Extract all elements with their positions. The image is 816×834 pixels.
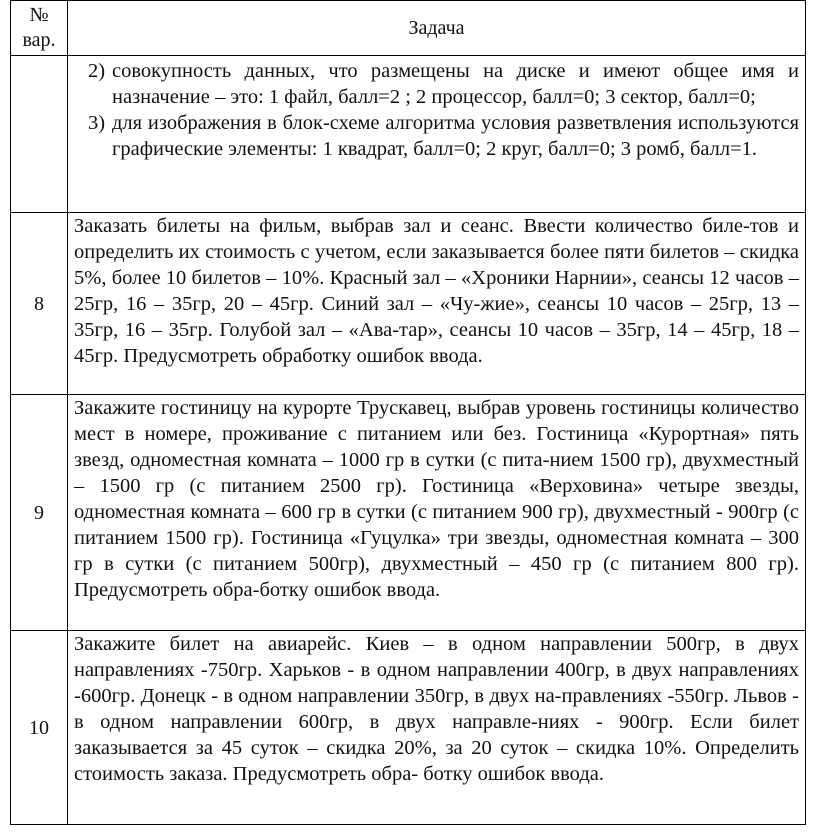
column-header-task: Задача	[68, 1, 806, 56]
table-row	[11, 631, 806, 825]
list-marker: 3)	[88, 112, 106, 134]
list-item	[74, 110, 799, 162]
list-item-text: совокупность данных, что размещены на диске и имеют общее имя и назначение – это: 1 файл, балл=2 ; 2 процессор, балл=0; 3 сектор, балл=0;	[112, 60, 799, 108]
table-row	[11, 56, 806, 213]
task-text: Заказать билеты на фильм, выбрав зал и сеанс. Ввести количество биле-тов и определить их стоимость с учетом, если заказывается более пяти билетов – скидка 5%, более 10 билетов – 10%. Красный зал – «Хроники Нарнии», сеансы 12 часов – 25гр, 16 – 35гр, 20 – 45гр. Синий зал – «Чу-жие», сеансы 10 часов – 25гр, 13 – 35гр, 16 – 35гр. Голубой зал – «Ава-тар», сеансы 10 часов – 35гр, 14 – 45гр, 18 – 45гр. Предусмотреть обработку ошибок ввода.	[74, 215, 799, 367]
task-cell	[68, 213, 806, 395]
list-item-text: для изображения в блок-схеме алгоритма условия разветвления используются графические элементы: 1 квадрат, балл=0; 2 круг, балл=0; 3 ромб, балл=1.	[112, 112, 799, 160]
list-item	[74, 58, 799, 110]
variant-number: 9	[11, 395, 68, 631]
task-text: Закажите билет на авиарейс. Киев – в одном направлении 500гр, в двух направлениях -750гр. Харьков - в одном направлении 400гр, в двух направлениях -600гр. Донецк - в одном направлении 350гр, в двух на-правлениях -550гр. Львов - в одном направлении 600гр, в двух направле-ниях - 900гр. Если билет заказывается за 45 суток – скидка 20%, за 20 суток – скидка 10%. Определить стоимость заказа. Предусмотреть обра- ботку ошибок ввода.	[74, 633, 799, 785]
task-text: Закажите гостиницу на курорте Трускавец, выбрав уровень гостиницы количество мест в номере, проживание с питанием или без. Гостиница «Курортная» пять звезд, одноместная комната – 1000 гр в сутки (с пита-нием 1500 гр), двухместный – 1500 гр (с питанием 2500 гр). Гостиница «Верховина» четыре звезды, одноместная комната – 600 гр в сутки (с питанием 900 гр), двухместный - 900гр (с питанием 1500 гр). Гостиница «Гуцулка» три звезды, одноместная комната – 300 гр в сутки (с питанием 500гр), двухместный – 450 гр (с питанием 800 гр). Предусмотреть обра-ботку ошибок ввода.	[74, 397, 799, 601]
table-header-row	[11, 1, 806, 56]
variant-number: 10	[11, 631, 68, 825]
table-row	[11, 395, 806, 631]
table-row	[11, 213, 806, 395]
variant-number	[11, 56, 68, 213]
task-cell	[68, 395, 806, 631]
column-header-variant: № вар.	[11, 1, 68, 56]
task-table	[10, 0, 806, 825]
variant-number: 8	[11, 213, 68, 395]
list-marker: 2)	[88, 60, 106, 82]
task-cell	[68, 56, 806, 213]
task-cell	[68, 631, 806, 825]
